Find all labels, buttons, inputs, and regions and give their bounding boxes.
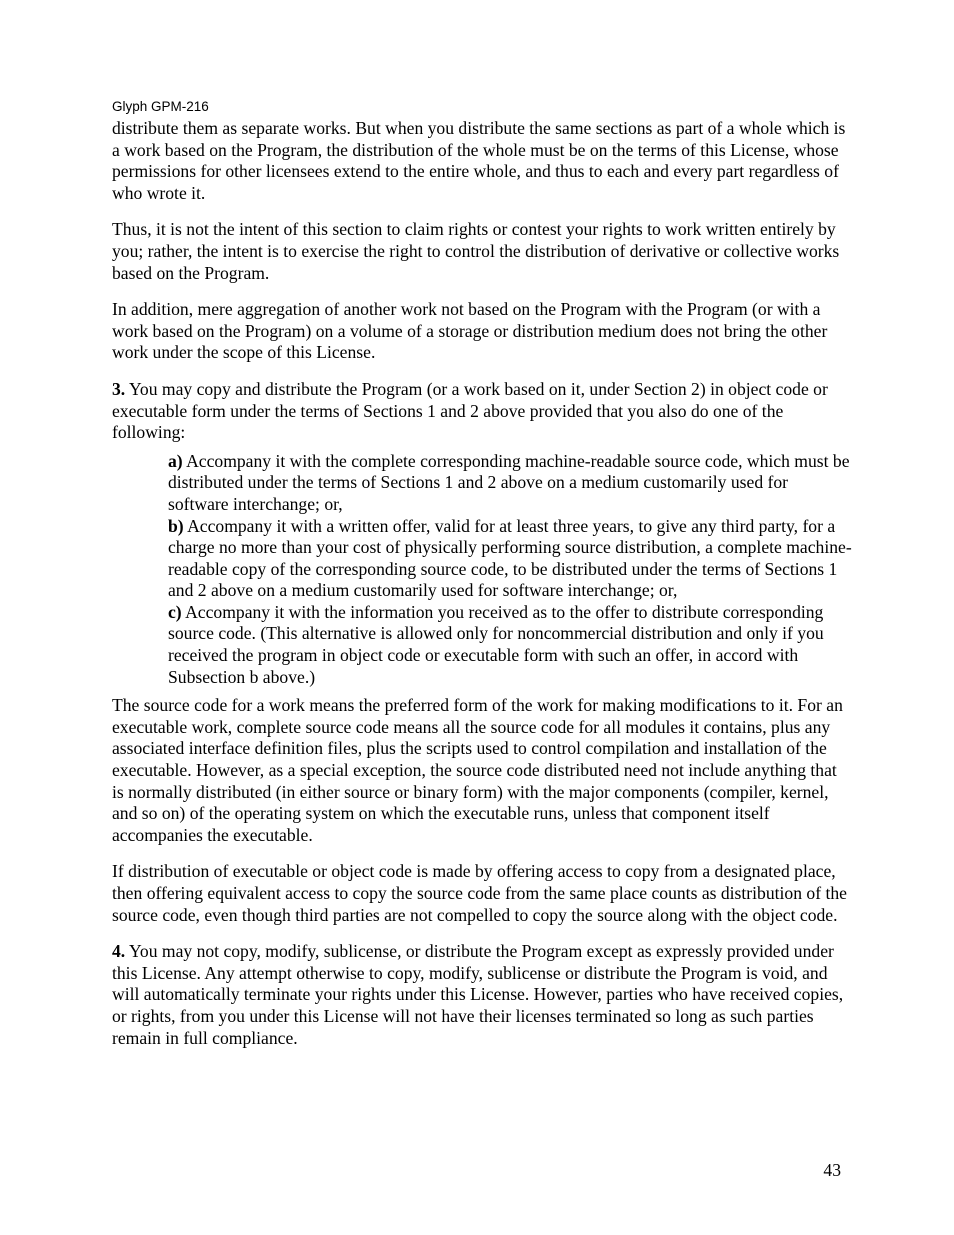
section-3-paragraph [112, 379, 852, 444]
section-4-text: You may not copy, modify, sublicense, or distribute the Program except as expressly provided under this License. Any attempt otherwise to copy, modify, sublicense or distribute the Program is void, and will automatically terminate your rights under this License. However, parties who have received copies, or rights, from you under this License will not have their licenses terminated so long as such parties remain in full compliance. [112, 941, 844, 1048]
option-b-text: Accompany it with a written offer, valid for at least three years, to give any third party, for a charge no more than your cost of physically performing source distribution, a complete machine-readable copy of the corresponding source code, to be distributed under the terms of Sections 1 and 2 above on a medium customarily used for software interchange; or, [168, 515, 852, 601]
option-a-text: Accompany it with the complete corresponding machine-readable source code, which must be distributed under the terms of Sections 1 and 2 above on a medium customarily used for software interchange; or, [168, 450, 850, 514]
section-4-paragraph [112, 941, 852, 1049]
option-c [168, 602, 852, 688]
section-3-text: You may copy and distribute the Program (or a work based on it, under Section 2) in object code or executable form under the terms of Sections 1 and 2 above provided that you also do one of the following: [112, 378, 828, 443]
option-b [168, 516, 852, 602]
option-b-label: b) [168, 515, 184, 536]
option-c-label: c) [168, 601, 182, 622]
option-a [168, 451, 852, 516]
option-a-label: a) [168, 450, 183, 471]
paragraph-distribution-whole: distribute them as separate works. But when you distribute the same sections as part of a whole which is a work based on the Program, the distribution of the whole must be on the terms of this License, whose permissions for other licensees extend to the entire whole, and thus to each and every part regardless of who wrote it. [112, 118, 846, 203]
page-number: 43 [823, 1160, 841, 1180]
paragraph-source-code-definition: The source code for a work means the preferred form of the work for making modifications to it. For an executable work, complete source code means all the source code for all modules it contains, plus any associated interface definition files, plus the scripts used to control compilation and installation of the executable. However, as a special exception, the source code distributed need not include anything that is normally distributed (in either source or binary form) with the major components (compiler, kernel, and so on) of the operating system on which the executable runs, unless that component itself accompanies the executable. [112, 695, 843, 845]
section-3-options [168, 451, 852, 689]
paragraph-intent: Thus, it is not the intent of this section to claim rights or contest your rights to work written entirely by you; rather, the intent is to exercise the right to control the distribution of derivative or collective works based on the Program. [112, 219, 840, 283]
paragraph-aggregation: In addition, mere aggregation of another work not based on the Program with the Program (or with a work based on the Program) on a volume of a storage or distribution medium does not bring the other work under the scope of this License. [112, 299, 828, 363]
section-4-number: 4. [112, 941, 126, 962]
option-c-text: Accompany it with the information you received as to the offer to distribute corresponding source code. (This alternative is allowed only for noncommercial distribution and only if you received the program in object code or executable form with such an offer, in accord with Subsection b above.) [168, 601, 824, 687]
page-content [112, 98, 852, 1064]
paragraph-designated-place: If distribution of executable or object code is made by offering access to copy from a designated place, then offering equivalent access to copy the source code from the same place counts as distribution of the source code, even though third parties are not compelled to copy the source along with the object code. [112, 861, 847, 925]
section-3-number: 3. [112, 378, 126, 399]
running-header: Glyph GPM-216 [112, 99, 209, 114]
